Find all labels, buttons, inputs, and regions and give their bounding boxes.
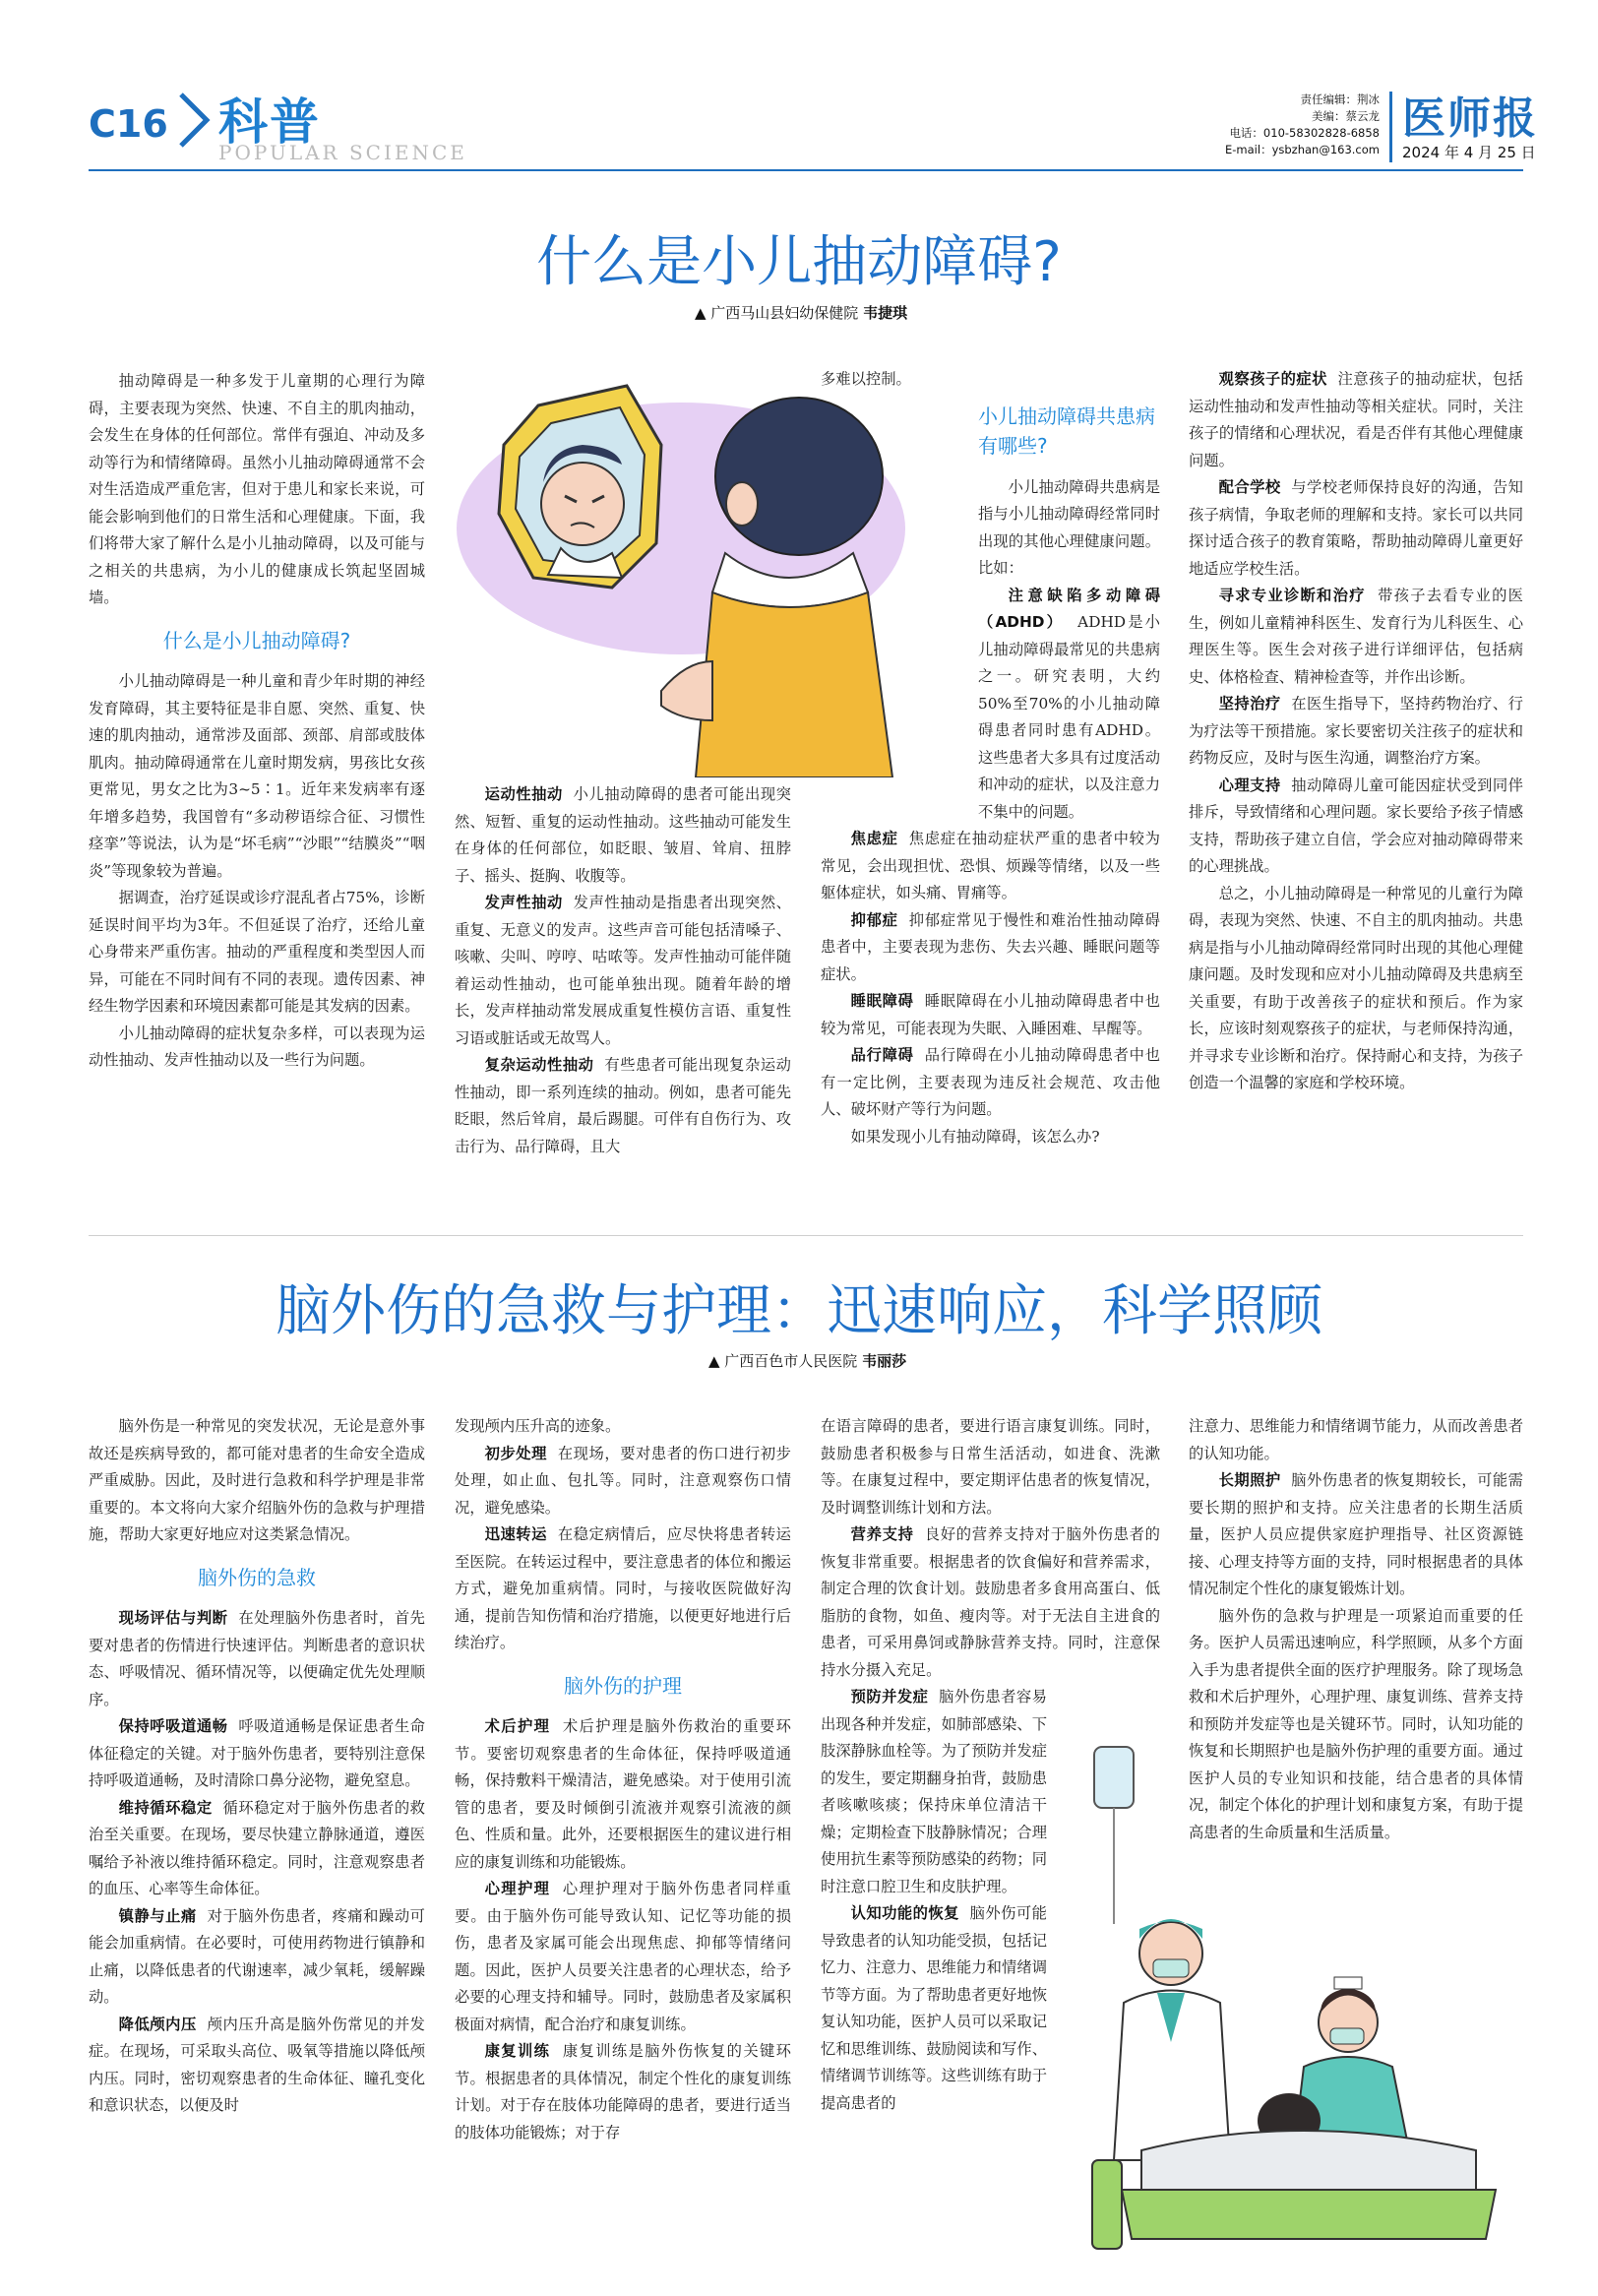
- paragraph: [89, 1605, 425, 1713]
- col3-inset: [978, 474, 1160, 827]
- paragraph: 抽动障碍是一种多发于儿童期的心理行为障碍，主要表现为突然、快速、不自主的肌肉抽动，会发生在身体的任何部位。常伴有强迫、冲动及多动等行为和情绪障碍。虽然小儿抽动障碍通常不会对生活造成严重危害，但对于患儿和家长来说，可能会影响到他们的日常生活和心理健康。下面，我们将带大家了解什么是小儿抽动障碍，以及可能与之相关的共患病，为小儿的健康成长筑起坚固城墙。: [89, 372, 425, 606]
- subheading: 脑外伤的护理: [564, 1673, 682, 1698]
- article-divider: [89, 1235, 1523, 1236]
- term: 保持呼吸道通畅: [118, 1717, 228, 1735]
- subheading: 小儿抽动障碍共患病有哪些?: [978, 403, 1155, 458]
- paragraph-text: 注意孩子的抽动症状，包括运动性抽动和发声性抽动等相关症状。同时，关注孩子的情绪和心理状况，看是否伴有其他心理健康问题。: [1189, 370, 1523, 469]
- paragraph-text: 脑外伤患者容易出现各种并发症，如肺部感染、下肢深静脉血栓等。为了预防并发症的发生，要定期翻身拍背，鼓励患者咳嗽咳痰；保持床单位清洁干燥；定期检查下肢静脉情况；合理使用抗生素等预防感染的药物；同时注意口腔卫生和皮肤护理。: [821, 1688, 1047, 1895]
- term: 发声性抽动: [484, 894, 563, 911]
- paragraph-text: 循环稳定对于脑外伤患者的救治至关重要。在现场，要尽快建立静脉通道，遵医嘱给予补液以维持循环稳定。同时，注意观察患者的血压、心率等生命体征。: [89, 1798, 425, 1897]
- paragraph-text: 有些患者可能出现复杂运动性抽动，即一系列连续的抽动。例如，患者可能先眨眼，然后耸肩，最后踢腿。可伴有自伤行为、攻击行为、品行障碍，且大: [455, 1056, 791, 1155]
- paragraph-text: 脑外伤可能导致患者的认知功能受损，包括记忆力、注意力、思维能力和情绪调节等方面。为了帮助患者更好地恢复认知功能，医护人员可以采取记忆和思维训练、鼓励阅读和写作、情绪调节训练等。这些训练有助于提高患者的: [821, 1904, 1047, 2112]
- subheading: 什么是小儿抽动障碍?: [162, 628, 351, 652]
- paragraph: 总之，小儿抽动障碍是一种常见的儿童行为障碍，表现为突然、快速、不自主的肌肉抽动。共患病是指与小儿抽动障碍经常同时出现的其他心理健康问题。及时发现和应对小儿抽动障碍及共患病至关重要，有助于改善孩子的症状和预后。作为家长，应该时刻观察孩子的症状，与老师保持沟通，并寻求专业诊断和治疗。保持耐心和支持，为孩子创造一个温馨的家庭和学校环境。: [1189, 884, 1523, 1091]
- paragraph-text: 颅内压升高是脑外伤常见的并发症。在现场，可采取头高位、吸氧等措施以降低颅内压。同时，密切观察患者的生命体征、瞳孔变化和意识状态，以便及时: [89, 2015, 425, 2114]
- paragraph: [89, 1713, 425, 1795]
- credit-phone: 电话：010-58302828-6858: [1229, 126, 1380, 140]
- paragraph-text: 术后护理是脑外伤救治的重要环节。要密切观察患者的生命体征，保持呼吸道通畅，保持敷料干燥清洁，避免感染。对于使用引流管的患者，要及时倾倒引流液并观察引流液的颜色、性质和量。此外，还要根据医生的建议进行相应的康复训练和功能锻炼。: [455, 1717, 791, 1871]
- paragraph-text: 睡眠障碍在小儿抽动障碍患者中也较为常见，可能表现为失眠、入睡困难、早醒等。: [821, 992, 1160, 1037]
- paragraph: [1189, 583, 1523, 691]
- paragraph-text: 脑外伤患者的恢复期较长，可能需要长期的照护和支持。应关注患者的长期生活质量，医护人员应提供家庭护理指导、社区资源链接、心理支持等方面的支持，同时根据患者的具体情况制定个性化的康复锻炼计划。: [1189, 1471, 1523, 1597]
- medical-staff-illustration: [1063, 1727, 1543, 2264]
- paragraph-text: 小儿抽动障碍的患者可能出现突然、短暂、重复的运动性抽动。这些抽动可能发生在身体的任何部位，如眨眼、皱眉、耸肩、扭脖子、摇头、挺胸、收腹等。: [455, 785, 791, 885]
- term: 睡眠障碍: [850, 992, 914, 1010]
- article2-byline-org: ▲ 广西百色市人民医院: [708, 1352, 858, 1370]
- paragraph: [89, 1903, 425, 2012]
- term: 抑郁症: [850, 910, 898, 929]
- term: 坚持治疗: [1218, 695, 1281, 713]
- paragraph: [978, 583, 1160, 827]
- paragraph: [455, 1441, 791, 1522]
- paragraph: [455, 2038, 791, 2146]
- col3-narrow: [821, 1684, 1047, 2117]
- paragraph: 多难以控制。: [821, 370, 911, 388]
- paragraph-text: 与学校老师保持良好的沟通，告知孩子病情，争取老师的理解和支持。家长可以共同探讨适合孩子的教育策略，帮助抽动障碍儿童更好地适应学校生活。: [1189, 478, 1523, 578]
- paragraph: [1189, 1467, 1523, 1603]
- article1-byline-author: 韦捷琪: [863, 304, 908, 322]
- paragraph: [455, 1876, 791, 2038]
- paragraph: [89, 1795, 425, 1903]
- term: 预防并发症: [850, 1688, 929, 1706]
- paragraph: [89, 2012, 425, 2120]
- header-rule: [89, 169, 1523, 171]
- paragraph-text: 在稳定病情后，应尽快将患者转运至医院。在转运过程中，要注意患者的体位和搬运方式，避免加重病情。同时，与接收医院做好沟通，提前告知伤情和治疗措施，以便更好地进行后续治疗。: [455, 1525, 791, 1651]
- term: 迅速转运: [484, 1525, 547, 1543]
- article1-byline-org: ▲ 广西马山县妇幼保健院: [695, 304, 859, 322]
- term: 心理护理: [484, 1880, 551, 1897]
- term: 品行障碍: [850, 1046, 914, 1064]
- issue-date: 2024 年 4 月 25 日: [1402, 144, 1536, 161]
- paragraph: 在语言障碍的患者，要进行语言康复训练。同时，鼓励患者积极参与日常生活活动，如进食、洗漱等。在康复过程中，要定期评估患者的恢复情况，及时调整训练计划和方法。: [821, 1417, 1160, 1517]
- paragraph: [455, 1521, 791, 1657]
- paragraph-text: 在处理脑外伤患者时，首先要对患者的伤情进行快速评估。判断患者的意识状态、呼吸情况、循环情况等，以便确定优先处理顺序。: [89, 1609, 425, 1708]
- paragraph: 脑外伤的急救与护理是一项紧迫而重要的任务。医护人员需迅速响应，科学照顾，从多个方面入手为患者提供全面的医疗护理服务。除了现场急救和术后护理外，心理护理、康复训练、营养支持和预防并发症等也是关键环节。同时，认知功能的恢复和长期照护也是脑外伤护理的重要方面。通过医护人员的专业知识和技能，结合患者的具体情况，制定个体化的护理计划和康复方案，有助于提高患者的生命质量和生活质量。: [1189, 1606, 1523, 1841]
- paragraph: [821, 826, 1160, 907]
- section-subtitle: POPULAR SCIENCE: [218, 141, 467, 164]
- paragraph: 脑外伤是一种常见的突发状况，无论是意外事故还是疾病导致的，都可能对患者的生命安全造成严重威胁。因此，及时进行急救和科学护理是非常重要的。本文将向大家介绍脑外伤的急救与护理措施，帮助大家更好地应对这类紧急情况。: [89, 1417, 425, 1543]
- term: 长期照护: [1218, 1471, 1281, 1489]
- term: 认知功能的恢复: [850, 1904, 959, 1922]
- paragraph: 据调查，治疗延误或诊疗混乱者占75%，诊断延误时间平均为3年。不但延误了治疗，还给儿童心身带来严重伤害。抽动的严重程度和类型因人而异，可能在不同时间有不同的表现。遗传因素、神经生物学因素和环境因素都可能是其发病的因素。: [89, 889, 425, 1015]
- editor-credits: [1193, 92, 1380, 158]
- article1-byline: [695, 302, 907, 323]
- term: 初步处理: [484, 1444, 547, 1462]
- paragraph: 注意力、思维能力和情绪调节能力，从而改善患者的认知功能。: [1189, 1417, 1523, 1462]
- term: 配合学校: [1218, 478, 1281, 496]
- article1-col3: [821, 366, 1160, 1150]
- masthead-divider: [1389, 92, 1392, 162]
- paragraph: [455, 890, 791, 1052]
- paragraph-text: 对于脑外伤患者，疼痛和躁动可能会加重病情。在必要时，可使用药物进行镇静和止痛，以降低患者的代谢速率，减少氧耗，缓解躁动。: [89, 1906, 425, 2006]
- term: 降低颅内压: [118, 2015, 197, 2033]
- article1-col2: [455, 781, 791, 1160]
- paragraph-text: 品行障碍在小儿抽动障碍患者中也有一定比例，主要表现为违反社会规范、攻击他人、破坏财产等行为问题。: [821, 1046, 1160, 1118]
- article2-byline-author: 韦丽莎: [862, 1352, 907, 1370]
- newspaper-logo: 医师报: [1402, 93, 1538, 144]
- article2-col1: [89, 1413, 425, 2120]
- article2-title: 脑外伤的急救与护理：迅速响应，科学照顾: [276, 1279, 1322, 1343]
- paragraph-text: 良好的营养支持对于脑外伤患者的恢复非常重要。根据患者的饮食偏好和营养需求，制定合理的饮食计划。鼓励患者多食用高蛋白、低脂肪的食物，如鱼、瘦肉等。对于无法自主进食的患者，可采用鼻饲或静脉营养支持。同时，注意保持水分摄入充足。: [821, 1525, 1160, 1679]
- subheading: 脑外伤的急救: [198, 1565, 316, 1589]
- page-number: C16: [89, 102, 168, 146]
- paragraph: [1189, 474, 1523, 583]
- paragraph-text: 在医生指导下，坚持药物治疗、行为疗法等干预措施。家长要密切关注孩子的症状和药物反应，及时与医生沟通，调整治疗方案。: [1189, 695, 1523, 767]
- term: 注意缺陷多动障碍（ADHD）: [978, 586, 1160, 631]
- paragraph: [821, 1042, 1160, 1124]
- paragraph-text: 抑郁症常见于慢性和难治性抽动障碍患者中，主要表现为悲伤、失去兴趣、睡眠问题等症状。: [821, 910, 1160, 983]
- article2-byline: [708, 1350, 906, 1371]
- term: 复杂运动性抽动: [484, 1056, 594, 1074]
- article2-col2: [455, 1413, 791, 2146]
- credit-email: E-mail：ysbzhan@163.com: [1225, 143, 1380, 156]
- article1-col1: [89, 368, 425, 1075]
- paragraph: [821, 988, 1160, 1042]
- paragraph-text: 康复训练是脑外伤恢复的关键环节。根据患者的具体情况，制定个性化的康复训练计划。对于存在肢体功能障碍的患者，要进行适当的肢体功能锻炼；对于存: [455, 2042, 791, 2141]
- paragraph: 小儿抽动障碍共患病是指与小儿抽动障碍经常同时出现的其他心理健康问题。比如：: [978, 477, 1160, 577]
- term: 康复训练: [484, 2042, 551, 2060]
- term: 心理支持: [1218, 776, 1281, 794]
- term: 维持循环稳定: [118, 1798, 213, 1817]
- term: 观察孩子的症状: [1218, 370, 1327, 388]
- article1-col4: [1189, 366, 1523, 1097]
- article1-title: 什么是小儿抽动障碍?: [536, 230, 1062, 294]
- credit-designer: 美编：蔡云龙: [1312, 109, 1380, 123]
- paragraph: [821, 907, 1160, 989]
- paragraph: [821, 1900, 1047, 2117]
- paragraph: [1189, 773, 1523, 881]
- paragraph: 如果发现小儿有抽动障碍，该怎么办?: [850, 1127, 1100, 1146]
- paragraph-text: 心理护理对于脑外伤患者同样重要。由于脑外伤可能导致认知、记忆等功能的损伤，患者及家属可能会出现焦虑、抑郁等情绪问题。因此，医护人员要关注患者的心理状态，给予必要的心理支持和辅导。同时，鼓励患者及家属积极面对病情，配合治疗和康复训练。: [455, 1880, 791, 2033]
- paragraph-text: 带孩子去看专业的医生，例如儿童精神科医生、发育行为儿科医生、心理医生等。医生会对孩子进行详细评估，包括病史、体格检查、精神检查等，并作出诊断。: [1189, 587, 1523, 686]
- paragraph: 发现颅内压升高的迹象。: [455, 1417, 621, 1435]
- paragraph: [455, 1713, 791, 1876]
- paragraph: [455, 1052, 791, 1160]
- paragraph: [1189, 366, 1523, 474]
- paragraph: 小儿抽动障碍的症状复杂多样，可以表现为运动性抽动、发声性抽动以及一些行为问题。: [89, 1024, 425, 1069]
- term: 现场评估与判断: [118, 1609, 228, 1627]
- paragraph: [1189, 691, 1523, 773]
- paragraph-text: 呼吸道通畅是保证患者生命体征稳定的关键。对于脑外伤患者，要特别注意保持呼吸道通畅，及时清除口鼻分泌物，避免窒息。: [89, 1717, 425, 1789]
- term: 营养支持: [850, 1525, 914, 1543]
- paragraph: [821, 1521, 1160, 1684]
- paragraph-text: ADHD是小儿抽动障碍最常见的共患病之一。研究表明，大约50%至70%的小儿抽动障碍患者同时患有ADHD。这些患者大多具有过度活动和冲动的症状，以及注意力不集中的问题。: [978, 613, 1160, 821]
- paragraph: 小儿抽动障碍是一种儿童和青少年时期的神经发育障碍，其主要特征是非自愿、突然、重复、快速的肌肉抽动，通常涉及面部、颈部、肩部或肢体肌肉。抽动障碍通常在儿童时期发病，男孩比女孩更常见，男女之比为3~5∶1。近年来发病率有逐年增多趋势，我国曾有“多动秽语综合征、习惯性痉挛”等说法，认为是“坏毛病”“沙眼”“结膜炎”“咽炎”等现象较为普遍。: [89, 672, 425, 880]
- chevron-right-icon: [175, 91, 215, 150]
- section-title: 科普: [218, 93, 321, 151]
- paragraph: [821, 1684, 1047, 1900]
- paragraph: [455, 781, 791, 890]
- paragraph-text: 发声性抽动是指患者出现突然、重复、无意义的发声。这些声音可能包括清嗓子、咳嗽、尖叫、哼哼、咕哝等。发声性抽动可能伴随着运动性抽动，也可能单独出现。随着年龄的增长，发声样抽动常发展成重复性模仿言语、重复性习语或脏话或无故骂人。: [455, 894, 791, 1047]
- credit-editor: 责任编辑：荆冰: [1300, 93, 1380, 106]
- term: 镇静与止痛: [118, 1906, 197, 1925]
- term: 寻求专业诊断和治疗: [1218, 587, 1366, 604]
- term: 运动性抽动: [484, 785, 563, 803]
- paragraph-text: 焦虑症在抽动症状严重的患者中较为常见，会出现担忧、恐惧、烦躁等情绪，以及一些躯体症状，如头痛、胃痛等。: [821, 830, 1160, 901]
- paragraph-text: 抽动障碍儿童可能因症状受到同伴排斥，导致情绪和心理问题。家长要给予孩子情感支持，帮助孩子建立自信，学会应对抽动障碍带来的心理挑战。: [1189, 776, 1523, 875]
- paragraph-text: 在现场，要对患者的伤口进行初步处理，如止血、包扎等。同时，注意观察伤口情况，避免感染。: [455, 1444, 791, 1517]
- term: 焦虑症: [850, 830, 898, 847]
- term: 术后护理: [484, 1717, 551, 1735]
